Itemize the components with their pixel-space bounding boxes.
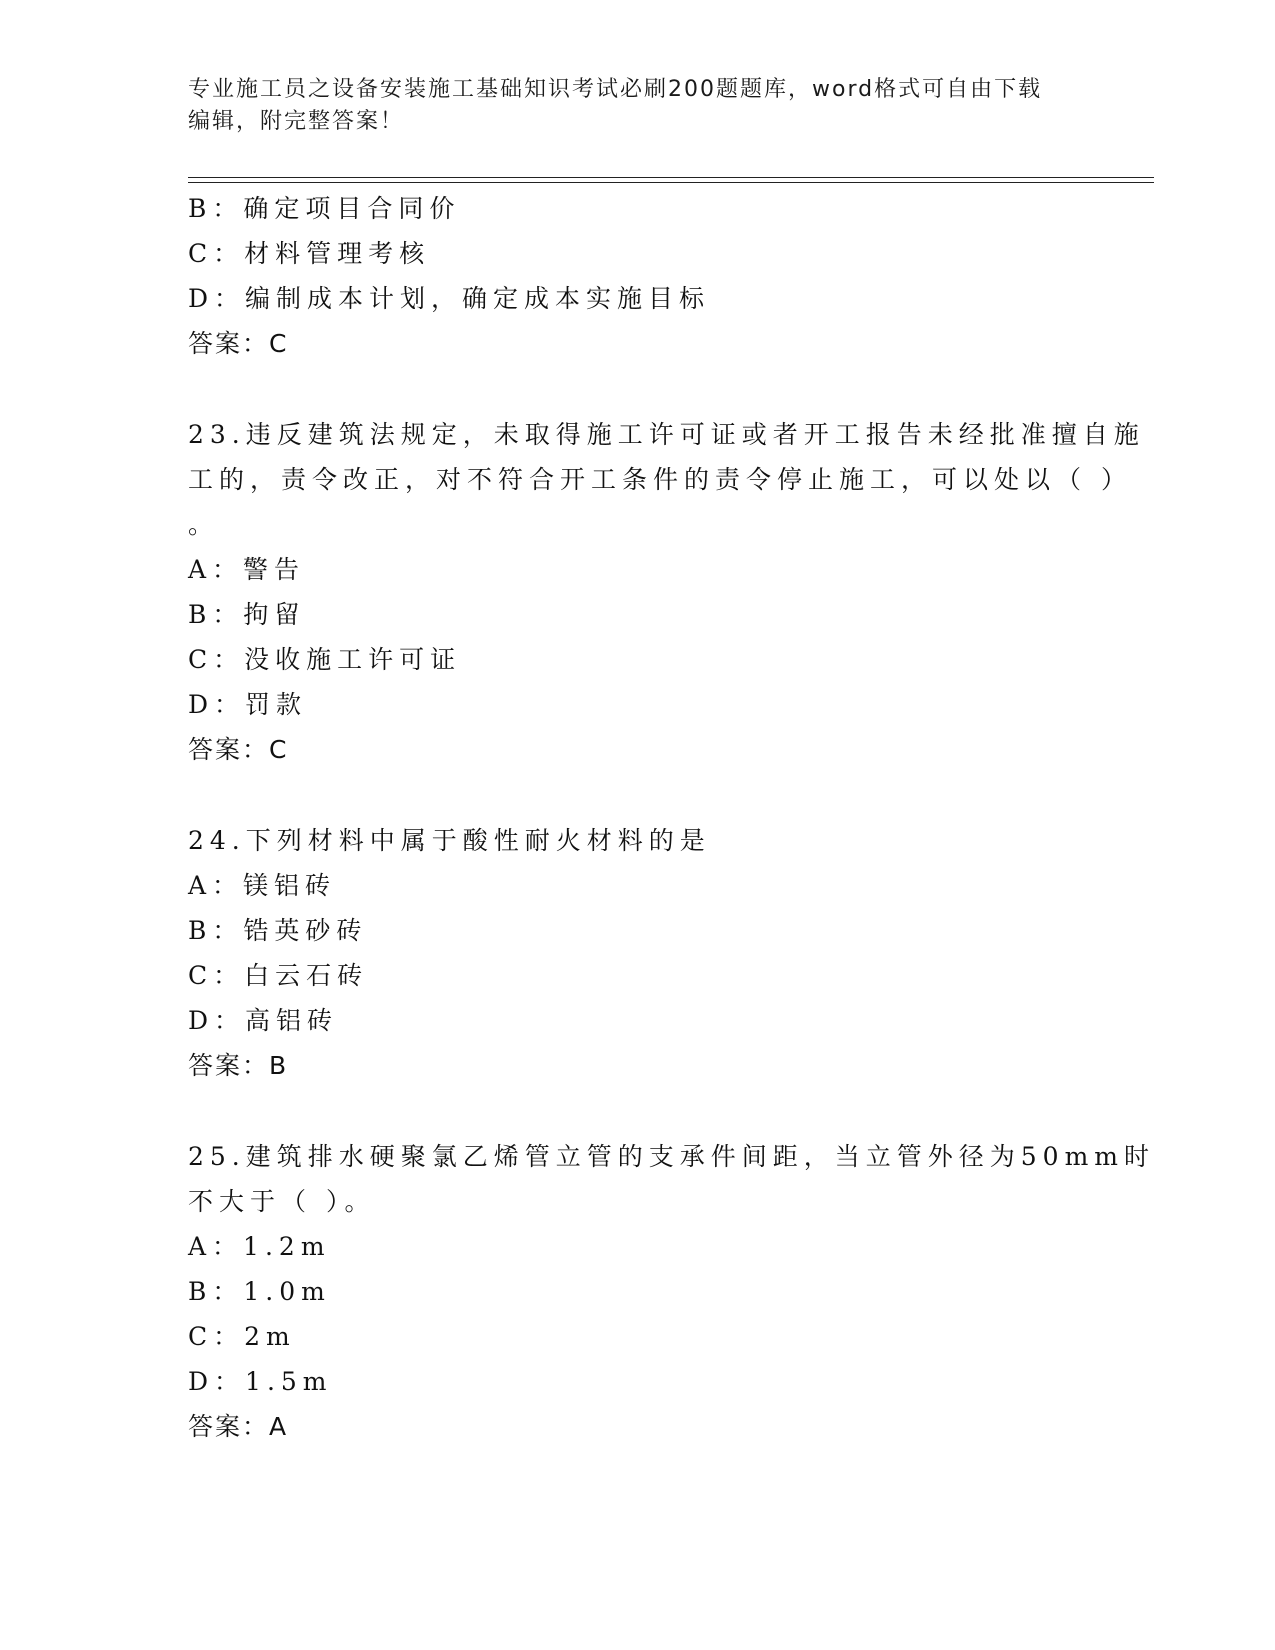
q24-option-c: C：白云石砖 (188, 961, 369, 990)
header-line-1: 专业施工员之设备安装施工基础知识考试必刷200题题库，word格式可自由下载 (188, 77, 1043, 102)
q25-option-a: A：1.2m (188, 1232, 331, 1261)
q22-answer: 答案：C (188, 329, 289, 358)
q23-option-a: A：警告 (188, 555, 306, 584)
q25-option-d: D：1.5m (188, 1367, 333, 1396)
q24-answer: 答案：B (188, 1051, 289, 1080)
q24-option-a: A：镁铝砖 (188, 871, 337, 900)
header-divider-bottom (188, 182, 1154, 183)
q23-stem-line-3: 。 (188, 510, 220, 539)
q24-stem-line-1: 24.下列材料中属于酸性耐火材料的是 (188, 826, 711, 855)
q24-option-b: B：锆英砂砖 (188, 916, 368, 945)
q22-option-d: D：编制成本计划，确定成本实施目标 (188, 284, 711, 313)
q23-stem-line-1: 23.违反建筑法规定，未取得施工许可证或者开工报告未经批准擅自施 (188, 420, 1145, 449)
q25-stem-line-1: 25.建筑排水硬聚氯乙烯管立管的支承件间距，当立管外径为50mm时 (188, 1142, 1155, 1171)
document-header (188, 74, 1088, 138)
q25-option-b: B：1.0m (188, 1277, 331, 1306)
q24-option-d: D：高铝砖 (188, 1006, 339, 1035)
q22-option-c: C：材料管理考核 (188, 239, 431, 268)
q23-answer: 答案：C (188, 735, 289, 764)
q25-option-c: C：2m (188, 1322, 296, 1351)
q22-option-b: B：确定项目合同价 (188, 194, 461, 223)
q23-option-c: C：没收施工许可证 (188, 645, 462, 674)
q23-option-b: B：拘留 (188, 600, 306, 629)
q23-option-d: D：罚款 (188, 690, 308, 719)
header-divider-top (188, 177, 1154, 178)
q25-stem-line-2: 不大于（ ）。 (188, 1187, 376, 1216)
q23-stem-line-2: 工的，责令改正，对不符合开工条件的责令停止施工，可以处以（ ） (188, 465, 1132, 494)
header-line-2: 编辑，附完整答案！ (188, 109, 405, 134)
q25-answer: 答案：A (188, 1412, 289, 1441)
